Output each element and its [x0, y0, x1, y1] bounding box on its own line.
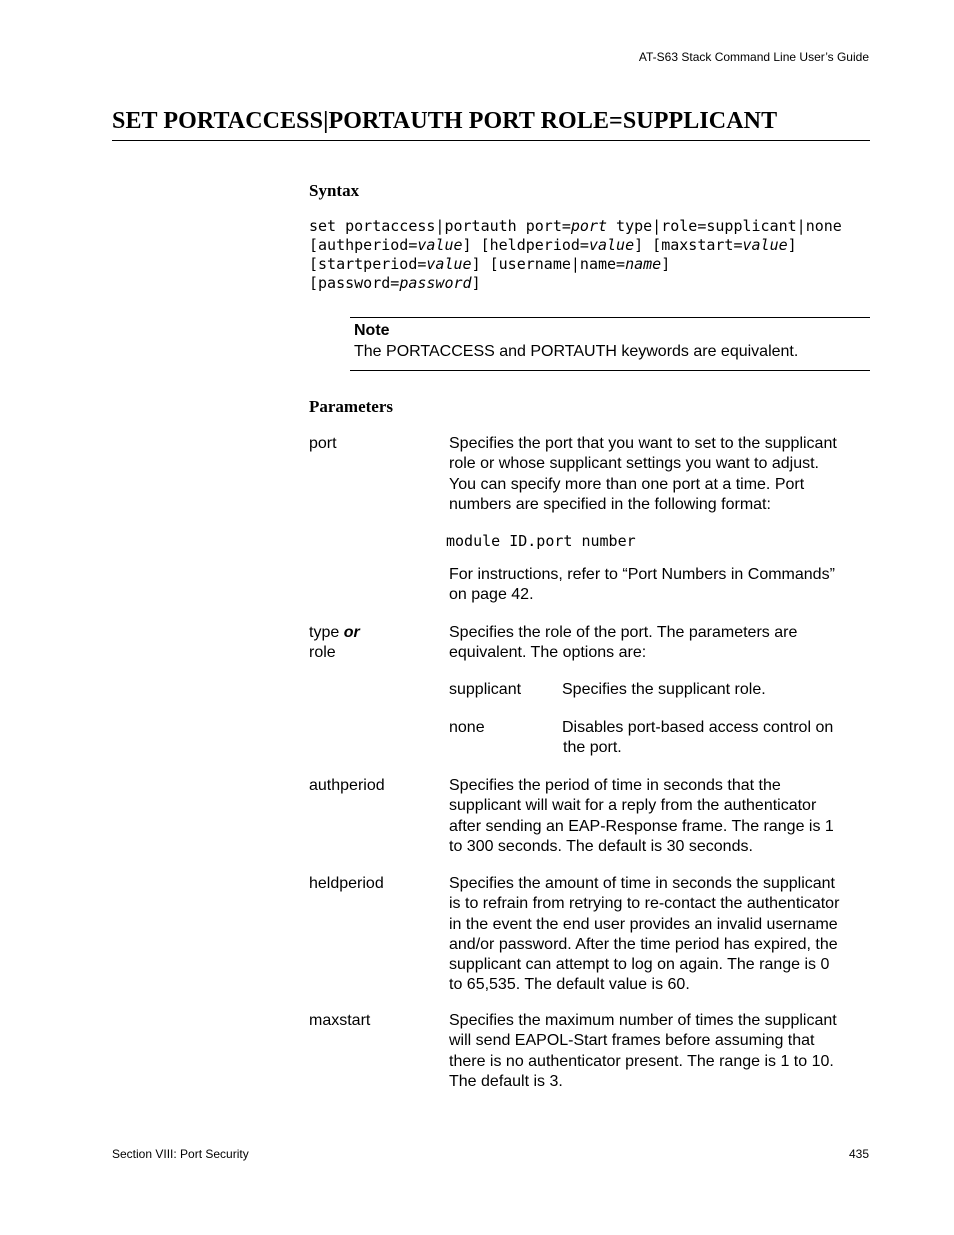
param-name-heldperiod: heldperiod — [309, 875, 384, 892]
desc-line: Specifies the amount of time in seconds the supplicant — [449, 875, 835, 892]
syntax-keyword: [authperiod= — [309, 236, 418, 254]
syntax-keyword: set portaccess|portauth port= — [309, 217, 571, 235]
desc-line: to 300 seconds. The default is 30 seconds. — [449, 837, 753, 855]
param-desc-port — [449, 434, 869, 515]
syntax-heading: Syntax — [309, 181, 360, 200]
param-name-maxstart: maxstart — [309, 1012, 371, 1029]
syntax-keyword: ] [username|name= — [471, 255, 626, 273]
desc-line: after sending an EAP-Response frame. The range is 1 — [449, 817, 834, 835]
parameters-heading: Parameters — [309, 397, 394, 416]
param-name-or: or — [343, 624, 360, 641]
footer-section: Section VIII: Port Security — [112, 1147, 249, 1161]
param-name-role: role — [309, 644, 336, 662]
syntax-line — [309, 274, 481, 293]
running-header: AT-S63 Stack Command Line User’s Guide — [638, 50, 869, 64]
param-name-authperiod: authperiod — [309, 777, 385, 794]
syntax-line — [309, 255, 670, 274]
desc-line: to 65,535. The default value is 60. — [449, 976, 690, 994]
desc-line: Specifies the role of the port. The parameters are — [449, 624, 798, 641]
desc-line: Specifies the supplicant role. — [562, 681, 766, 698]
desc-line: For instructions, refer to “Port Numbers in Commands” — [449, 566, 835, 583]
param-name-type-role — [309, 623, 360, 664]
option-name-none: none — [449, 719, 485, 736]
syntax-placeholder: value — [417, 236, 463, 254]
syntax-keyword: ] — [471, 274, 481, 292]
desc-line: the port. — [563, 739, 622, 757]
port-reference — [449, 565, 869, 606]
param-desc-heldperiod — [449, 874, 869, 996]
syntax-line — [309, 217, 842, 236]
page-title: SET PORTACCESS|PORTAUTH PORT ROLE=SUPPLICANT — [112, 108, 778, 134]
desc-line: numbers are specified in the following format: — [449, 495, 771, 513]
syntax-keyword: ] — [787, 236, 797, 254]
desc-line: in the event the end user provides an invalid username — [449, 915, 838, 933]
param-name-type: type — [309, 624, 340, 641]
desc-line: Specifies the port that you want to set to the supplicant — [449, 435, 837, 452]
param-desc-type-role — [449, 623, 869, 664]
desc-line: on page 42. — [449, 586, 534, 604]
syntax-placeholder: value — [588, 236, 635, 254]
desc-line: will send EAPOL-Start frames before assuming that — [449, 1032, 815, 1050]
desc-line: The default is 3. — [449, 1072, 563, 1090]
desc-line: is to refrain from retrying to re-contact the authenticator — [449, 895, 840, 913]
desc-line: and/or password. After the time period has expired, the — [449, 935, 838, 953]
desc-line: role or whose supplicant settings you want to adjust. — [449, 455, 819, 473]
title-rule — [112, 140, 870, 141]
syntax-placeholder: password — [399, 274, 472, 292]
option-desc-supplicant — [562, 680, 862, 700]
note-text: The PORTACCESS and PORTAUTH keywords are equivalent. — [354, 343, 799, 360]
param-desc-maxstart — [449, 1011, 869, 1092]
syntax-keyword: type|role=supplicant|none — [607, 217, 842, 235]
desc-line: equivalent. The options are: — [449, 644, 647, 662]
syntax-keyword: ] — [661, 255, 671, 273]
syntax-placeholder: value — [426, 255, 472, 273]
page-number: 435 — [848, 1147, 869, 1161]
desc-line: there is no authenticator present. The range is 1 to 10. — [449, 1052, 834, 1070]
desc-line: supplicant can attempt to log on again. The range is 0 — [449, 956, 830, 974]
syntax-keyword: [startperiod= — [309, 255, 427, 273]
desc-line: Specifies the period of time in seconds that the — [449, 777, 781, 794]
syntax-placeholder: value — [742, 236, 788, 254]
syntax-keyword: [password= — [309, 274, 400, 292]
syntax-placeholder: port — [570, 217, 608, 235]
syntax-placeholder: name — [625, 255, 662, 273]
port-format-code: module ID.port number — [446, 532, 636, 550]
param-desc-authperiod — [449, 776, 869, 857]
param-name-port: port — [309, 435, 337, 452]
desc-line: supplicant will wait for a reply from the authenticator — [449, 797, 817, 815]
desc-line: You can specify more than one port at a time. Port — [449, 475, 805, 493]
desc-line: Specifies the maximum number of times the supplicant — [449, 1012, 837, 1029]
note-label: Note — [354, 322, 390, 339]
syntax-line — [309, 236, 797, 255]
syntax-keyword: ] [heldperiod= — [462, 236, 589, 254]
option-desc-none — [562, 718, 862, 759]
note-box — [350, 317, 870, 371]
option-name-supplicant: supplicant — [449, 681, 522, 698]
syntax-keyword: ] [maxstart= — [634, 236, 743, 254]
desc-line: Disables port-based access control on — [562, 719, 834, 736]
